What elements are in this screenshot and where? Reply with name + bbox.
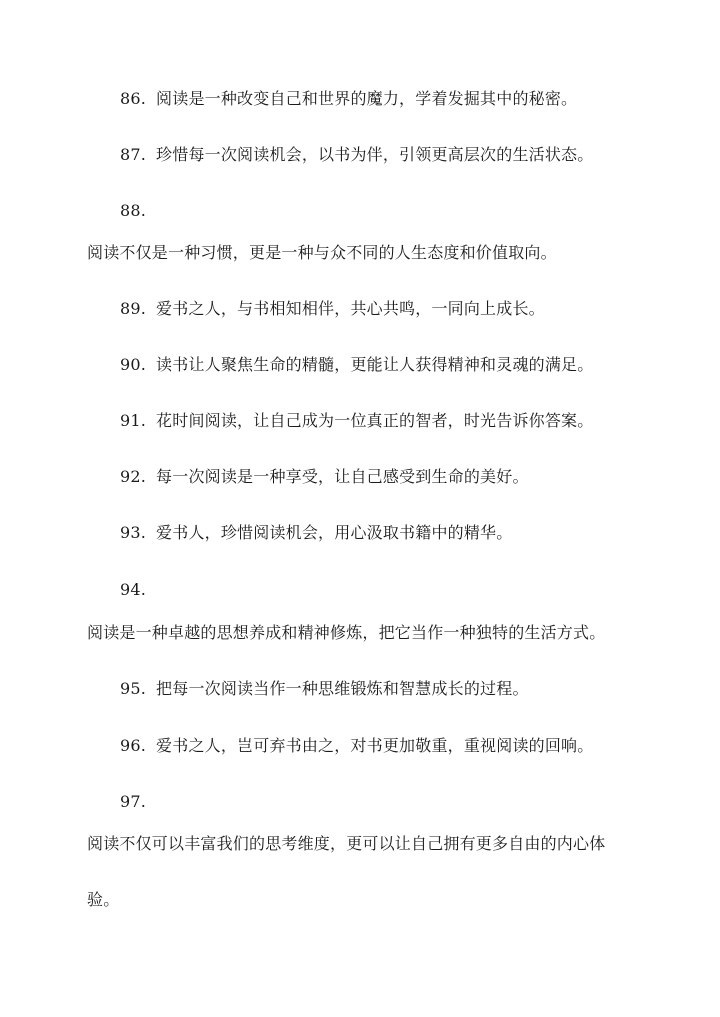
item-text: 爱书之人，岂可弃书由之，对书更加敬重，重视阅读的回响。 (156, 736, 594, 755)
item-number: 96. (120, 736, 147, 755)
item-text: 读书让人聚焦生命的精髓，更能让人获得精神和灵魂的满足。 (156, 355, 594, 374)
list-item (120, 297, 545, 321)
item-text-line-1: 阅读不仅可以丰富我们的思考维度，更可以让自己拥有更多自由的内心体 (87, 834, 606, 853)
item-number: 95. (120, 679, 147, 698)
item-text: 把每一次阅读当作一种思维锻炼和智慧成长的过程。 (156, 679, 529, 698)
list-item (120, 677, 529, 701)
list-item (120, 734, 593, 758)
item-number: 89. (120, 299, 147, 318)
item-number: 94. (120, 580, 147, 599)
item-text: 花时间阅读，让自己成为一位真正的智者，时光告诉你答案。 (156, 411, 594, 430)
item-text: 爱书之人，与书相知相伴，共心共鸣，一同向上成长。 (156, 299, 545, 318)
item-text-line-2: 验。 (87, 890, 120, 909)
item-number: 86. (120, 89, 147, 108)
item-number: 91. (120, 411, 147, 430)
item-number: 90. (120, 355, 147, 374)
item-text: 每一次阅读是一种享受，让自己感受到生命的美好。 (156, 467, 529, 486)
item-text: 爱书人，珍惜阅读机会，用心汲取书籍中的精华。 (156, 523, 513, 542)
item-number: 88. (120, 201, 147, 220)
item-text: 阅读不仅是一种习惯，更是一种与众不同的人生态度和价值取向。 (87, 243, 557, 262)
list-item (120, 353, 593, 377)
item-text: 阅读是一种改变自己和世界的魔力，学着发掘其中的秘密。 (156, 89, 578, 108)
item-text: 阅读是一种卓越的思想养成和精神修炼，把它当作一种独特的生活方式。 (87, 623, 606, 642)
item-text: 珍惜每一次阅读机会，以书为伴，引领更高层次的生活状态。 (156, 145, 594, 164)
item-number: 97. (120, 792, 147, 811)
item-number: 93. (120, 523, 147, 542)
list-item (120, 409, 593, 433)
item-number: 87. (120, 145, 147, 164)
list-item (120, 143, 593, 167)
list-item (120, 465, 529, 489)
item-number: 92. (120, 467, 147, 486)
list-item (120, 521, 512, 545)
list-item (120, 87, 577, 111)
